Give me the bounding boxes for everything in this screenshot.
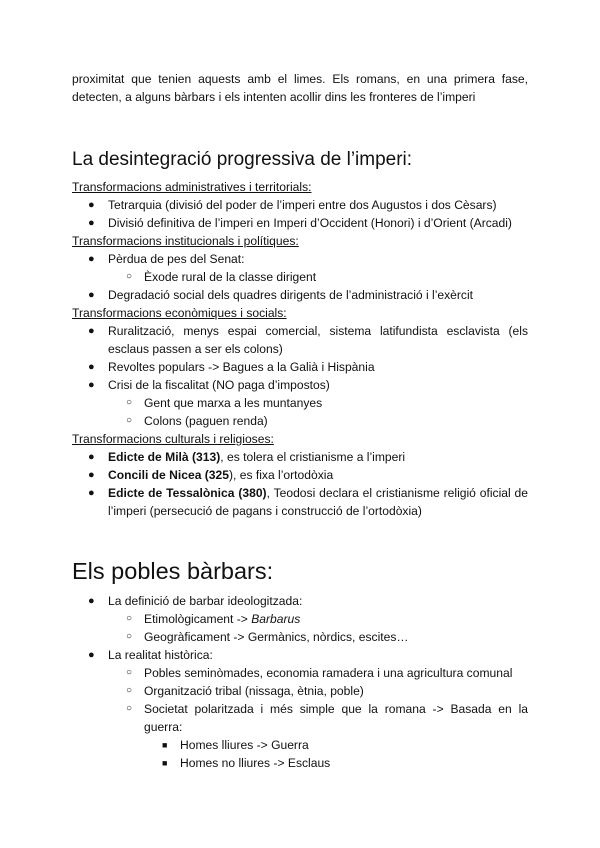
list-item (144, 754, 528, 772)
bullet-icon: ● (88, 289, 95, 301)
item-text: ), es fixa l’ortodòxia (229, 468, 334, 482)
list-item (72, 484, 528, 520)
item-text: Organització tribal (nissaga, ètnia, poble) (144, 684, 364, 698)
bullet-icon: ● (88, 469, 95, 481)
item-text: Revoltes populars -> Bagues a la Galià i Hispània (108, 360, 375, 374)
list-item (72, 196, 528, 214)
item-text: Gent que marxa a les muntanyes (144, 396, 323, 410)
list-item (108, 412, 528, 430)
sublist (108, 664, 528, 772)
list-item (144, 736, 528, 754)
square-bullet-icon: ■ (162, 758, 168, 768)
bullet-icon: ● (88, 379, 95, 391)
bullet-icon: ● (88, 325, 95, 337)
intro-paragraph (72, 70, 528, 106)
item-bold: Edicte de Tessalònica (380) (108, 486, 267, 500)
circle-bullet-icon: ○ (126, 703, 133, 714)
item-text: Pèrdua de pes del Senat: (108, 252, 245, 266)
circle-bullet-icon: ○ (126, 397, 133, 408)
list-administratives (72, 196, 528, 232)
list-item (108, 268, 528, 286)
item-text: Pobles seminòmades, economia ramadera i una agricultura comunal (144, 666, 513, 680)
circle-bullet-icon: ○ (126, 631, 133, 642)
list-item (108, 610, 528, 628)
list-institucionals (72, 250, 528, 304)
item-text: Crisi de la fiscalitat (NO paga d’impostos) (108, 378, 330, 392)
list-item (72, 592, 528, 646)
list-item (72, 466, 528, 484)
list-economiques (72, 322, 528, 430)
list-item (72, 376, 528, 430)
document-page (72, 70, 528, 772)
item-text: Societat polaritzada i més simple que la romana -> Basada en la guerra: (144, 702, 528, 734)
circle-bullet-icon: ○ (126, 613, 133, 624)
item-text: Èxode rural de la classe dirigent (144, 270, 317, 284)
bullet-icon: ● (88, 649, 95, 661)
item-text: Geogràficament -> Germànics, nòrdics, escites… (144, 630, 409, 644)
sublist (108, 610, 528, 646)
bullet-icon: ● (88, 253, 95, 265)
list-pobles (72, 592, 528, 772)
square-bullet-icon: ■ (162, 740, 168, 750)
item-text: Colons (paguen renda) (144, 414, 268, 428)
item-text: , es tolera el cristianisme a l’imperi (220, 450, 406, 464)
item-text: Etimològicament -> (144, 612, 252, 626)
bullet-icon: ● (88, 595, 95, 607)
section-culturals: Transformacions culturals i religioses: (72, 432, 274, 446)
intro-line-1: proximitat que tenien aquests amb el limes. Els romans, en una primera fase, (72, 72, 528, 86)
list-item (72, 322, 528, 358)
item-text: Homes lliures -> Guerra (180, 738, 309, 752)
list-item (72, 214, 528, 232)
list-item (108, 682, 528, 700)
heading-desintegracio: La desintegració progressiva de l’imperi: (72, 149, 413, 170)
item-text: Divisió definitiva de l’imperi en Imperi d’Occident (Honori) i d’Orient (Arcadi) (108, 216, 512, 230)
item-text: Homes no lliures -> Esclaus (180, 756, 331, 770)
item-text: Ruralització, menys espai comercial, sistema latifundista esclavista (els esclaus passen a ser els colons) (108, 324, 528, 356)
item-text: , Teodosi declara el cristianisme religió oficial de l’imperi (persecució de pagans i construcció de l’ortodòxia) (108, 486, 529, 518)
bullet-icon: ● (88, 199, 95, 211)
bullet-icon: ● (88, 217, 95, 229)
heading-pobles-barbars: Els pobles bàrbars: (72, 558, 274, 584)
list-item (108, 628, 528, 646)
item-text: Tetrarquia (divisió del poder de l’imperi entre dos Augustos i dos Cèsars) (108, 198, 497, 212)
list-item (72, 448, 528, 466)
list-item (72, 286, 528, 304)
item-text: La realitat històrica: (108, 648, 213, 662)
intro-line-2: detecten, a alguns bàrbars i els intenten acollir dins les fronteres de l’imperi (72, 90, 476, 104)
bullet-icon: ● (88, 487, 95, 499)
section-economiques: Transformacions econòmiques i socials: (72, 306, 287, 320)
circle-bullet-icon: ○ (126, 685, 133, 696)
list-item (108, 664, 528, 682)
section-administratives: Transformacions administratives i territorials: (72, 180, 312, 194)
item-text: Degradació social dels quadres dirigents de l’administració i l’exèrcit (108, 288, 474, 302)
list-culturals (72, 448, 528, 520)
circle-bullet-icon: ○ (126, 415, 133, 426)
circle-bullet-icon: ○ (126, 667, 133, 678)
list-item (72, 250, 528, 286)
sublist (108, 394, 528, 430)
item-text: La definició de barbar ideologitzada: (108, 594, 303, 608)
list-item (72, 358, 528, 376)
section-institucionals: Transformacions institucionals i polítiques: (72, 234, 299, 248)
list-item (108, 394, 528, 412)
list-item (72, 646, 528, 772)
item-italic: Barbarus (251, 612, 301, 626)
list-item (108, 700, 528, 772)
sublist (144, 736, 528, 772)
circle-bullet-icon: ○ (126, 271, 133, 282)
bullet-icon: ● (88, 361, 95, 373)
bullet-icon: ● (88, 451, 95, 463)
item-bold: Concili de Nicea (325 (108, 468, 229, 482)
sublist (108, 268, 528, 286)
item-bold: Edicte de Milà (313) (108, 450, 221, 464)
